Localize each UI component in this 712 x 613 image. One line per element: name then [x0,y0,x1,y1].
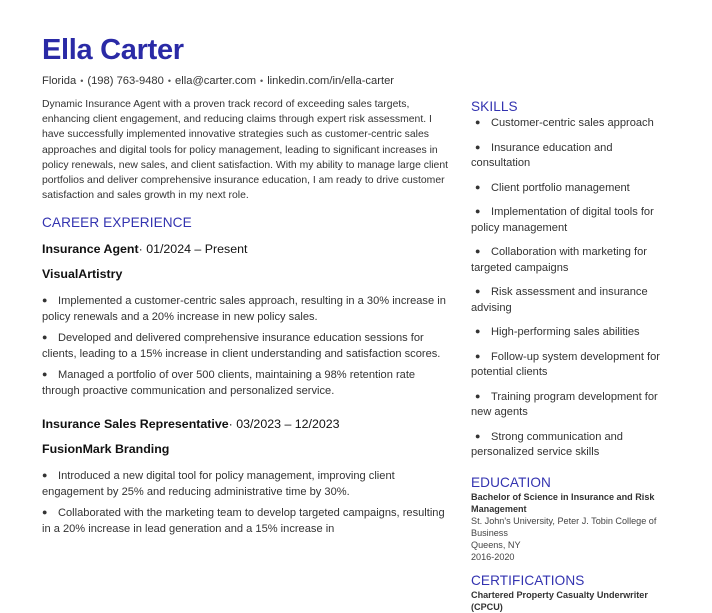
bullet-icon: ● [475,141,481,152]
education-location: Queens, NY [471,539,521,550]
skill-item: ● High-performing sales abilities [471,324,661,341]
job-entry [42,241,454,399]
education-degree: Bachelor of Science in Insurance and Risk Management [471,491,655,514]
job-entry [42,416,454,537]
bullet-icon: ● [475,286,481,296]
professional-summary: Dynamic Insurance Agent with a proven track record of exceeding sales targets, enhancing client engagement, and reducing claims through expert risk assessment. I have successfully implemented innovative strategies such as customer-centric sales approaches and digital tools for policy management, leading to significant increases in policy renewals, new sales, and client satisfaction. With my ability to manage large client portfolios and deliver comprehensive insurance education, I am ready to drive customer satisfaction and sales growth in my next role. [42,99,449,202]
bullet-icon: ● [475,326,481,336]
bullet-icon: ● [42,470,48,480]
list-item: ● Collaborated with the marketing team to develop targeted campaigns, resulting in a 20% increase in lead generation and a 15% increase in [42,507,445,535]
skill-item: ● Risk assessment and insurance advising [471,286,648,314]
bullet-icon: ● [42,332,48,342]
contact-line [42,74,394,88]
bullet-icon: ● [42,295,48,305]
contact-email[interactable]: ella@carter.com [175,75,257,87]
contact-location: Florida [42,75,77,87]
contact-phone: (198) 763-9480 [87,75,164,87]
bullet-icon: ● [475,181,481,192]
skill-item: ● Insurance education and consultation [471,141,613,169]
skill-item: ● Training program development for new agents [471,390,658,418]
sidebar [471,99,661,613]
bullet-icon: ● [42,507,48,517]
skill-item: ● Follow-up system development for potential clients [471,350,660,378]
job-title-line [42,416,454,432]
skills-heading: SKILLS [471,99,518,114]
job-dates: · 01/2024 – Present [138,242,248,256]
job-company: FusionMark Branding [42,442,170,456]
certification-item: Chartered Property Casualty Underwriter (CPCU) [471,589,648,612]
job-dates: · 03/2023 – 12/2023 [228,417,340,431]
skills-list [471,115,661,461]
separator-dot: • [167,76,172,86]
list-item: ● Managed a portfolio of over 500 clients, maintaining a 98% retention rate through proactive communication and personalized service. [42,369,416,397]
experience-heading: CAREER EXPERIENCE [42,215,192,230]
education-school: St. John's University, Peter J. Tobin College of Business [471,515,657,538]
list-item: ● Implemented a customer-centric sales approach, resulting in a 30% increase in policy renewals and a 20% increase in new policy sales. [42,295,446,323]
list-item: ● Introduced a new digital tool for policy management, improving client engagement by 25% and reducing administrative time by 30%. [42,470,395,498]
list-item: ● Developed and delivered comprehensive insurance education sessions for clients, leading to a 15% increase in client understanding and satisfaction scores. [42,332,441,360]
job-company: VisualArtistry [42,267,123,281]
education-heading: EDUCATION [471,474,551,490]
skill-item: ● Collaboration with marketing for targeted campaigns [471,246,648,274]
skill-item: ● Strong communication and personalized service skills [471,430,623,458]
education-entry [471,491,661,563]
contact-linkedin[interactable]: linkedin.com/in/ella-carter [267,75,395,87]
job-bullets [42,293,454,399]
job-role: Insurance Sales Representative [42,417,229,431]
bullet-icon: ● [42,369,48,379]
separator-dot: • [80,76,84,86]
bullet-icon: ● [475,430,481,441]
experience-section [42,215,454,537]
separator-dot: • [260,76,264,86]
candidate-name: Ella Carter [42,34,184,66]
bullet-icon: ● [475,390,481,401]
bullet-icon: ● [475,117,481,127]
skill-item: ● Implementation of digital tools for policy management [471,206,654,234]
skill-item: ● Client portfolio management [471,180,661,197]
bullet-icon: ● [475,350,481,361]
job-bullets [42,468,454,537]
certifications-heading: CERTIFICATIONS [471,572,585,588]
skill-item: ● Customer-centric sales approach [471,115,661,132]
job-title-line [42,241,454,257]
job-role: Insurance Agent [42,242,139,256]
bullet-icon: ● [475,206,481,216]
bullet-icon: ● [475,246,481,256]
education-years: 2016-2020 [471,551,515,562]
